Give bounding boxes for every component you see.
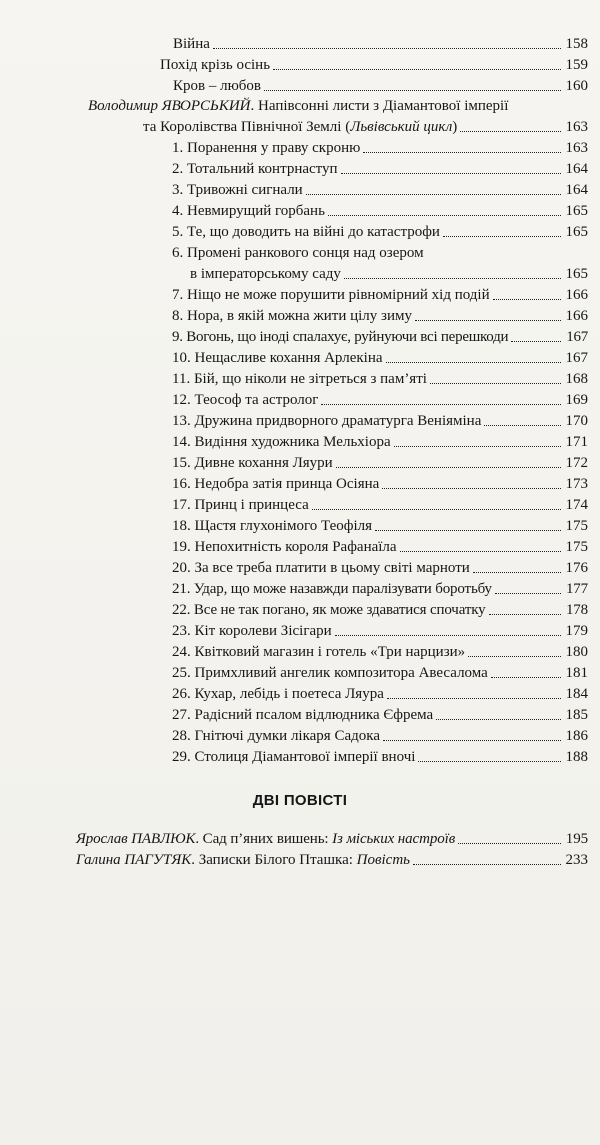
chapter-page: 188 xyxy=(565,749,588,765)
toc-entry-page: 160 xyxy=(565,78,588,94)
chapter-page: 168 xyxy=(565,371,588,387)
chapter-entry xyxy=(172,475,588,493)
leader-dots xyxy=(460,131,561,132)
leader-dots xyxy=(386,362,561,363)
story-page: 195 xyxy=(565,831,588,847)
chapter-entry xyxy=(172,538,588,556)
leader-dots xyxy=(321,404,561,405)
chapter-entry xyxy=(172,202,588,220)
leader-dots xyxy=(306,194,561,195)
chapter-title: 17. Принц і принцеса xyxy=(172,497,309,513)
chapter-entry xyxy=(172,139,588,157)
chapter-entry xyxy=(172,748,588,766)
chapter-title: 20. За все треба платити в цьому світі марноти xyxy=(172,560,470,576)
chapter-entry xyxy=(172,391,588,409)
chapter-page: 165 xyxy=(565,224,588,240)
leader-dots xyxy=(383,740,561,741)
leader-dots xyxy=(418,761,561,762)
story-entry xyxy=(76,830,588,848)
chapter-title-line2: в імператорському саду xyxy=(190,266,341,282)
cycle-name: Львівський цикл xyxy=(350,119,453,135)
leader-dots xyxy=(387,698,561,699)
chapter-title: 4. Невмирущий горбань xyxy=(172,203,325,219)
chapter-page: 166 xyxy=(565,308,588,324)
chapter-title: 12. Теософ та астролог xyxy=(172,392,319,408)
chapter-title: 18. Щастя глухонімого Теофіля xyxy=(172,518,372,534)
chapter-page: 184 xyxy=(565,686,588,702)
chapter-page: 173 xyxy=(565,476,588,492)
chapter-page: 181 xyxy=(565,665,588,681)
author-entry-line1 xyxy=(88,97,588,115)
chapter-page: 166 xyxy=(565,287,588,303)
chapter-page: 171 xyxy=(565,434,588,450)
story-subtitle: Із міських настроїв xyxy=(332,831,456,847)
leader-dots xyxy=(491,677,561,678)
chapter-entry xyxy=(172,601,588,619)
chapter-page: 175 xyxy=(565,518,588,534)
chapter-title: 28. Гнітючі думки лікаря Садока xyxy=(172,728,380,744)
story-entry xyxy=(76,851,588,869)
chapter-entry-continued xyxy=(190,265,588,283)
chapter-entry xyxy=(172,496,588,514)
chapter-title: 22. Все не так погано, як може здаватися спочатку xyxy=(172,602,486,618)
chapter-entry xyxy=(172,727,588,745)
chapter-page: 185 xyxy=(565,707,588,723)
chapter-title: 13. Дружина придворного драматурга Веніяміна xyxy=(172,413,482,429)
chapter-page: 165 xyxy=(565,203,588,219)
leader-dots xyxy=(335,635,561,636)
leader-dots xyxy=(264,90,561,91)
leader-dots xyxy=(495,593,561,594)
author-entry-line2 xyxy=(143,118,588,136)
leader-dots xyxy=(458,843,561,844)
leader-dots xyxy=(489,614,562,615)
chapter-title: 19. Непохитність короля Рафанаїла xyxy=(172,539,397,555)
chapter-page: 186 xyxy=(565,728,588,744)
chapter-entry xyxy=(172,181,588,199)
toc-entry-page: 158 xyxy=(565,36,588,52)
chapter-title: 27. Радісний псалом відлюдника Єфрема xyxy=(172,707,434,723)
chapter-title: 14. Видіння художника Мельхіора xyxy=(172,434,391,450)
leader-dots xyxy=(430,383,561,384)
chapter-entry xyxy=(172,706,588,724)
chapter-entry xyxy=(172,643,588,661)
chapter-entry xyxy=(172,286,588,304)
chapter-page: 179 xyxy=(565,623,588,639)
chapter-entry xyxy=(172,307,588,325)
leader-dots xyxy=(413,864,561,865)
chapter-page: 175 xyxy=(565,539,588,555)
chapter-title: 7. Ніщо не може порушити рівномірний хід подій xyxy=(172,287,490,303)
chapter-entry xyxy=(172,160,588,178)
chapter-page: 177 xyxy=(565,581,588,597)
section-heading: ДВІ ПОВІСТІ xyxy=(252,792,348,809)
chapter-page: 167 xyxy=(565,350,588,366)
leader-dots xyxy=(382,488,561,489)
work-title-line1: . Напівсонні листи з Діамантової імперії xyxy=(250,98,509,114)
story-author: Галина ПАГУТЯК xyxy=(76,852,192,868)
toc-entry-page: 159 xyxy=(565,57,588,73)
leader-dots xyxy=(336,467,561,468)
leader-dots xyxy=(443,236,561,237)
chapter-entry xyxy=(172,223,588,241)
chapter-page: 164 xyxy=(565,182,588,198)
toc-entry-title: Війна xyxy=(173,36,210,52)
leader-dots xyxy=(511,341,561,342)
chapter-title: 26. Кухар, лебідь і поетеса Ляура xyxy=(172,686,384,702)
chapter-entry xyxy=(172,433,588,451)
chapter-title: 2. Тотальний контрнаступ xyxy=(172,161,338,177)
toc-entry xyxy=(173,77,588,95)
chapter-title: 5. Те, що доводить на війні до катастрофи xyxy=(172,224,440,240)
toc-entry xyxy=(160,56,588,74)
leader-dots xyxy=(344,278,561,279)
story-title: . Записки Білого Пташка: xyxy=(191,852,357,868)
chapter-entry xyxy=(172,244,588,262)
chapter-page: 174 xyxy=(565,497,588,513)
toc-entry-title: Кров – любов xyxy=(173,78,261,94)
chapter-page: 167 xyxy=(566,329,588,345)
chapter-title: 3. Тривожні сигнали xyxy=(172,182,303,198)
story-subtitle: Повість xyxy=(356,852,410,868)
leader-dots xyxy=(394,446,561,447)
chapter-title: 8. Нора, в якій можна жити цілу зиму xyxy=(172,308,412,324)
chapter-title: 9. Вогонь, що іноді спалахує, руйнуючи всі перешкоди xyxy=(172,329,509,345)
leader-dots xyxy=(213,48,561,49)
leader-dots xyxy=(328,215,561,216)
chapter-page: 169 xyxy=(565,392,588,408)
toc-entry xyxy=(173,35,588,53)
chapter-page: 176 xyxy=(565,560,588,576)
chapter-entry xyxy=(172,328,588,346)
chapter-title: 16. Недобра затія принца Осіяна xyxy=(172,476,380,492)
work-title-line2: та Королівства Північної Землі ( xyxy=(143,119,351,135)
chapter-title: 1. Поранення у праву скроню xyxy=(172,140,361,156)
chapter-entry xyxy=(172,370,588,388)
leader-dots xyxy=(341,173,561,174)
chapter-title: 21. Удар, що може назавжди паралізувати боротьбу xyxy=(172,581,492,597)
chapter-page: 164 xyxy=(565,161,588,177)
chapter-entry xyxy=(172,454,588,472)
chapter-page: 172 xyxy=(565,455,588,471)
chapter-entry xyxy=(172,622,588,640)
leader-dots xyxy=(363,152,561,153)
chapter-title: 24. Квітковий магазин і готель «Три нарцизи» xyxy=(172,644,466,660)
leader-dots xyxy=(273,69,561,70)
chapter-page: 180 xyxy=(565,644,588,660)
chapter-page: 165 xyxy=(565,266,588,282)
leader-dots xyxy=(473,572,561,573)
leader-dots xyxy=(312,509,561,510)
leader-dots xyxy=(468,656,561,657)
chapter-entry xyxy=(172,580,588,598)
leader-dots xyxy=(400,551,561,552)
story-page: 233 xyxy=(565,852,588,868)
chapter-title: 23. Кіт королеви Зісігари xyxy=(172,623,332,639)
story-author: Ярослав ПАВЛЮК xyxy=(76,831,196,847)
chapter-title: 15. Дивне кохання Ляури xyxy=(172,455,333,471)
story-title: . Сад п’яних вишень: xyxy=(195,831,333,847)
chapter-title: 29. Столиця Діамантової імперії вночі xyxy=(172,749,416,765)
chapter-entry xyxy=(172,349,588,367)
work-title-close: ) xyxy=(452,119,458,135)
leader-dots xyxy=(375,530,561,531)
chapter-page: 170 xyxy=(565,413,588,429)
chapter-page: 163 xyxy=(565,140,588,156)
leader-dots xyxy=(484,425,561,426)
chapter-title: 25. Примхливий ангелик композитора Авесалома xyxy=(172,665,488,681)
chapter-page: 178 xyxy=(565,602,588,618)
chapter-entry xyxy=(172,412,588,430)
chapter-entry xyxy=(172,685,588,703)
chapter-title: 10. Нещасливе кохання Арлекіна xyxy=(172,350,383,366)
author-name: Володимир ЯВОРСЬКИЙ xyxy=(88,98,251,114)
chapter-entry xyxy=(172,517,588,535)
leader-dots xyxy=(415,320,561,321)
toc-entry-title: Похід крізь осінь xyxy=(160,57,271,73)
chapter-title: 11. Бій, що ніколи не зітреться з пам’яті xyxy=(172,371,427,387)
toc-entry-page: 163 xyxy=(565,119,588,135)
chapter-title: 6. Промені ранкового сонця над озером xyxy=(172,245,424,261)
chapter-entry xyxy=(172,664,588,682)
leader-dots xyxy=(436,719,561,720)
chapter-entry xyxy=(172,559,588,577)
leader-dots xyxy=(493,299,561,300)
